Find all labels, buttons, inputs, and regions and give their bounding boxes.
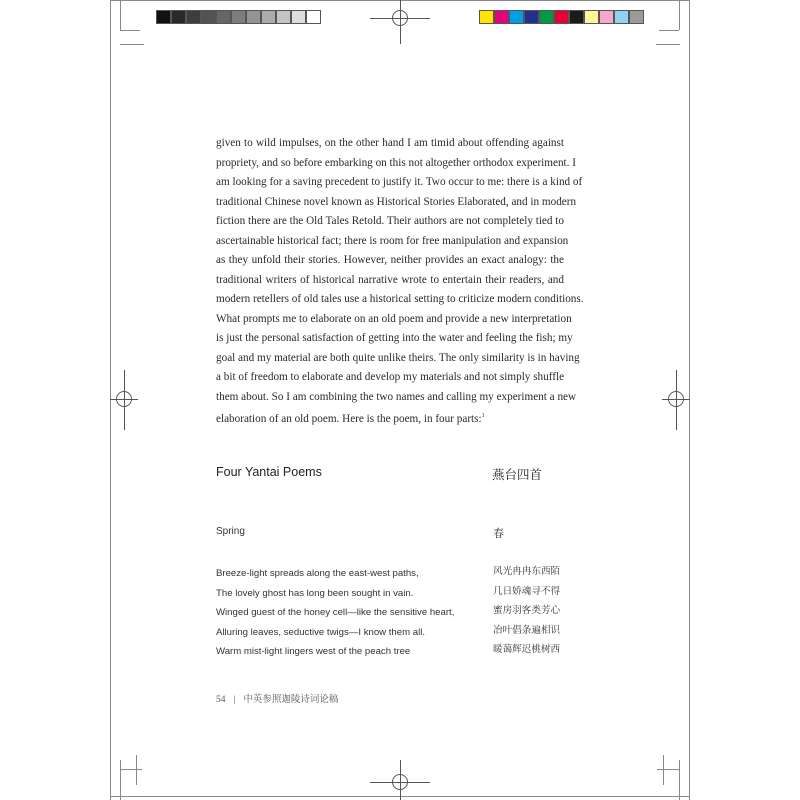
body-line: What prompts me to elaborate on an old poem and provide a new interpretation	[216, 312, 572, 325]
body-line: propriety, and so before embarking on this not altogether orthodox experiment. I	[216, 156, 576, 169]
color-swatch	[554, 10, 569, 24]
body-line: am looking for a saving precedent to justify it. Two occur to me: there is a kind of	[216, 176, 583, 188]
body-line: traditional Chinese novel known as Historical Stories Elaborated, and in modern	[216, 195, 577, 208]
poem-line-chinese: 几日娇魂寻不得	[493, 585, 561, 597]
gray-swatch	[246, 10, 261, 24]
poem-title-chinese: 燕台四首	[492, 467, 543, 482]
body-line: as they unfold their stories. However, neither provides an exact analogy: the	[216, 254, 564, 266]
gray-swatch	[201, 10, 216, 24]
body-line: a bit of freedom to elaborate and develop my materials and not simply shuffle	[216, 371, 565, 383]
color-swatch	[629, 10, 644, 24]
poem-line-english: Alluring leaves, seductive twigs—I know them all.	[216, 626, 426, 638]
gray-swatch	[216, 10, 231, 24]
body-text	[216, 134, 584, 427]
color-swatch	[524, 10, 539, 24]
gray-swatch	[261, 10, 276, 24]
color-swatch	[599, 10, 614, 24]
body-line: given to wild impulses, on the other hand I am timid about offending against	[216, 137, 564, 149]
grayscale-calibration-bar	[156, 10, 321, 24]
poem-line-english: Winged guest of the honey cell—like the sensitive heart,	[216, 607, 455, 618]
body-line: them about. So I am combining the two names and calling my experiment a new	[216, 390, 577, 403]
poem-section-title-chinese: 春	[493, 527, 504, 540]
poem-line	[216, 640, 566, 660]
poem-line-english: Breeze-light spreads along the east-west paths,	[216, 568, 419, 579]
gray-swatch	[186, 10, 201, 24]
body-line: fiction there are the Old Tales Retold. Their authors are not completely tied to	[216, 215, 564, 227]
color-swatch	[494, 10, 509, 24]
book-title: 中英参照迦陵诗词论稿	[243, 695, 339, 705]
body-line: ascertainable historical fact; there is room for free manipulation and expansion	[216, 234, 569, 247]
poem-line-chinese: 风光冉冉东西陌	[493, 566, 561, 577]
poem-line	[216, 621, 566, 641]
page-footer	[216, 691, 338, 705]
poem-line-chinese: 蜜房羽客类芳心	[493, 605, 561, 616]
body-line: traditional writers of historical narrative wrote to entertain their readers, and	[216, 273, 564, 286]
color-calibration-bar	[479, 10, 644, 24]
body-line: goal and my material are both quite unlike theirs. The only similarity is in having	[216, 351, 580, 364]
poem-line	[216, 582, 566, 602]
gray-swatch	[306, 10, 321, 24]
body-line-last	[216, 407, 564, 427]
poem-lines	[216, 562, 566, 660]
body-line: modern retellers of old tales use a historical setting to criticize modern conditions.	[216, 293, 584, 305]
page-right-edge	[689, 0, 690, 800]
color-swatch	[569, 10, 584, 24]
color-swatch	[539, 10, 554, 24]
page-left-edge	[110, 0, 111, 800]
color-swatch	[509, 10, 524, 24]
poem-line-chinese: 冶叶倡条遍相识	[493, 624, 561, 636]
gray-swatch	[156, 10, 171, 24]
body-line: is just the personal satisfaction of getting into the water and feeling the fish; my	[216, 332, 573, 344]
poem-section-title: Spring	[216, 526, 245, 537]
poem-line-english: The lovely ghost has long been sought in vain.	[216, 587, 414, 599]
gray-swatch	[231, 10, 246, 24]
poem-line-english: Warm mist-light lingers west of the peach tree	[216, 646, 411, 657]
poem-line-chinese: 暖蔼辉迟桃树西	[493, 644, 561, 655]
body-line-text: elaboration of an old poem. Here is the poem, in four parts:	[216, 413, 482, 425]
gray-swatch	[276, 10, 291, 24]
poem-line	[216, 601, 566, 621]
footer-separator: |	[233, 695, 236, 705]
color-swatch	[584, 10, 599, 24]
poem-title: Four Yantai Poems	[216, 465, 322, 479]
gray-swatch	[171, 10, 186, 24]
color-swatch	[479, 10, 494, 24]
color-swatch	[614, 10, 629, 24]
footnote-marker[interactable]: 1	[481, 413, 485, 419]
poem-line	[216, 562, 566, 582]
page-number: 54	[216, 695, 226, 705]
gray-swatch	[291, 10, 306, 24]
